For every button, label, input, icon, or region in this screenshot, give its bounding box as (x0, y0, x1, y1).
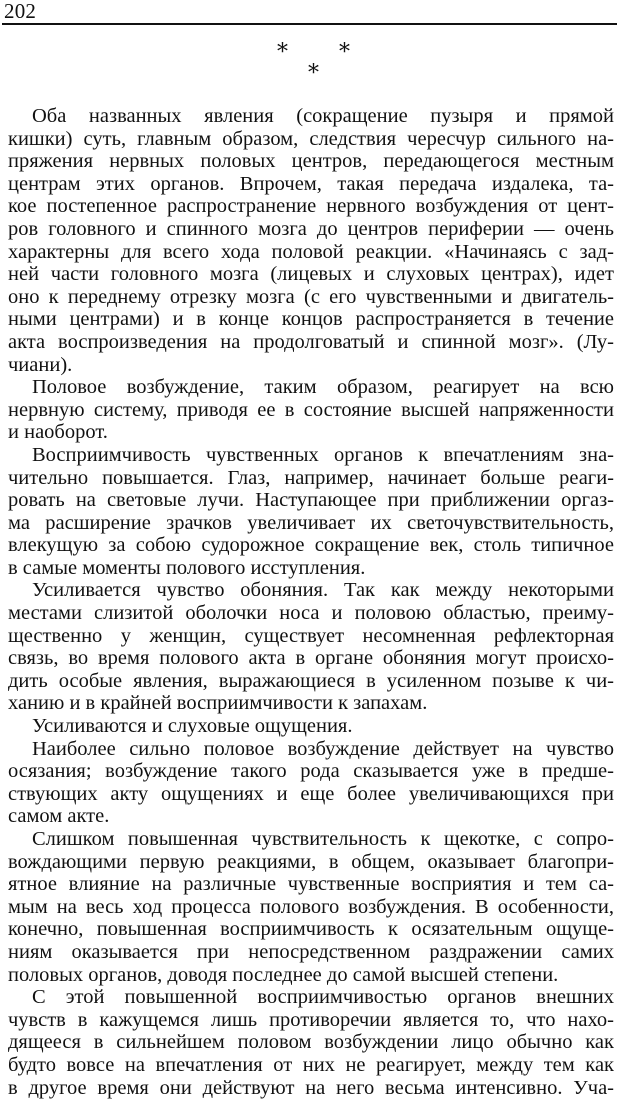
separator-star: * (339, 40, 350, 65)
text-line: ными центрами) и в конце концов распространяется в течение (8, 308, 614, 331)
text-line: ханию и в крайней восприимчивости к запахам. (8, 692, 428, 715)
text-line: акта воспроизведения на продолговатый и спинной мозг». (Лу- (8, 330, 614, 353)
separator-star: * (308, 61, 319, 86)
text-line: центрам этих органов. Впрочем, такая передача издалека, та- (8, 172, 614, 195)
text-line: ниям оказывается при непосредственном раздражении самих (8, 940, 614, 963)
text-line: конечно, повышенная восприимчивость к осязательным ощуще- (8, 918, 614, 941)
text-line: щественно у женщин, существует несомненная рефлекторная (8, 624, 614, 647)
text-line: вождающими первую реакциями, в общем, оказывает благопри- (8, 850, 614, 873)
text-line: влекущую за собою судорожное сокращение век, столь типичное (8, 534, 614, 557)
text-line: местами слизитой оболочки носа и половою областью, преиму- (8, 602, 614, 625)
text-line: и наоборот. (8, 421, 108, 444)
text-line: ров головного и спинного мозга до центров периферии — очень (8, 217, 614, 240)
page-number: 202 (4, 0, 37, 23)
text-line: дить особые явления, выражающиеся в усиленном позыве к чи- (8, 669, 614, 692)
header-rule (2, 23, 617, 25)
text-line: мым на весь ход процесса полового возбуждения. В особенности, (8, 895, 614, 918)
text-line: чиани). (8, 353, 73, 376)
text-line: Половое возбуждение, таким образом, реагирует на всю (32, 376, 614, 399)
text-line: самом акте. (8, 805, 110, 828)
text-line: нервную систему, приводя ее в состояние высшей напряженности (8, 398, 614, 421)
text-line: будто вовсе на впечатления от них не реагирует, между тем как (8, 1053, 614, 1076)
text-line: ней части головного мозга (лицевых и слуховых центрах), идет (8, 263, 614, 286)
separator-star: * (277, 40, 288, 65)
text-line: половых органов, доводя последнее до самой высшей степени. (8, 963, 559, 986)
text-line: в другое время они действуют на него весьма интенсивно. Уча- (8, 1076, 614, 1099)
text-line: Оба названных явления (сокращение пузыря и прямой (32, 105, 614, 127)
text-line: дящееся в сильнейшем половом возбуждении лицо обычно как (8, 1031, 614, 1054)
text-line: ровать на световые лучи. Наступающее при приближении оргаз- (8, 489, 614, 512)
text-line: Слишком повышенная чувствительность к щекотке, с сопро- (32, 828, 614, 850)
text-line: чительно повышается. Глаз, например, начинает больше реаги- (8, 466, 614, 489)
text-line: Усиливаются и слуховые ощущения. (32, 715, 353, 738)
text-line: Наиболее сильно половое возбуждение действует на чувство (32, 737, 614, 760)
section-separator (0, 42, 620, 86)
text-line: кишки) суть, главным образом, следствия чересчур сильного на- (8, 127, 614, 150)
body-text (8, 105, 614, 1099)
text-line: пряжения нервных половых центров, передающегося местным (8, 150, 614, 173)
text-line: С этой повышенной восприимчивостью органов внешних (32, 986, 614, 1009)
text-line: ятное влияние на различные чувственные восприятия и тем са- (8, 873, 614, 896)
text-line: оно к переднему отрезку мозга (с его чувственными и двигатель- (8, 285, 614, 308)
text-line: характерны для всего хода половой реакции. «Начинаясь с зад- (8, 240, 614, 263)
text-line: Восприимчивость чувственных органов к впечатлениям зна- (32, 443, 614, 466)
text-line: связь, во время полового акта в органе обоняния могут происхо- (8, 647, 614, 670)
text-line: ствующих акту ощущениях и еще более увеличивающихся при (8, 782, 614, 805)
text-line: ма расширение зрачков увеличивает их светочувствительность, (8, 511, 614, 534)
text-line: чувств в кажущемся лишь противоречии является то, что нахо- (8, 1008, 614, 1031)
text-line: Усиливается чувство обоняния. Так как между некоторыми (32, 579, 614, 602)
text-line: кое постепенное распространение нервного возбуждения от цент- (8, 195, 614, 218)
text-line: в самые моменты полового исступления. (8, 556, 366, 579)
text-line: осязания; возбуждение такого рода сказывается уже в предше- (8, 760, 614, 783)
